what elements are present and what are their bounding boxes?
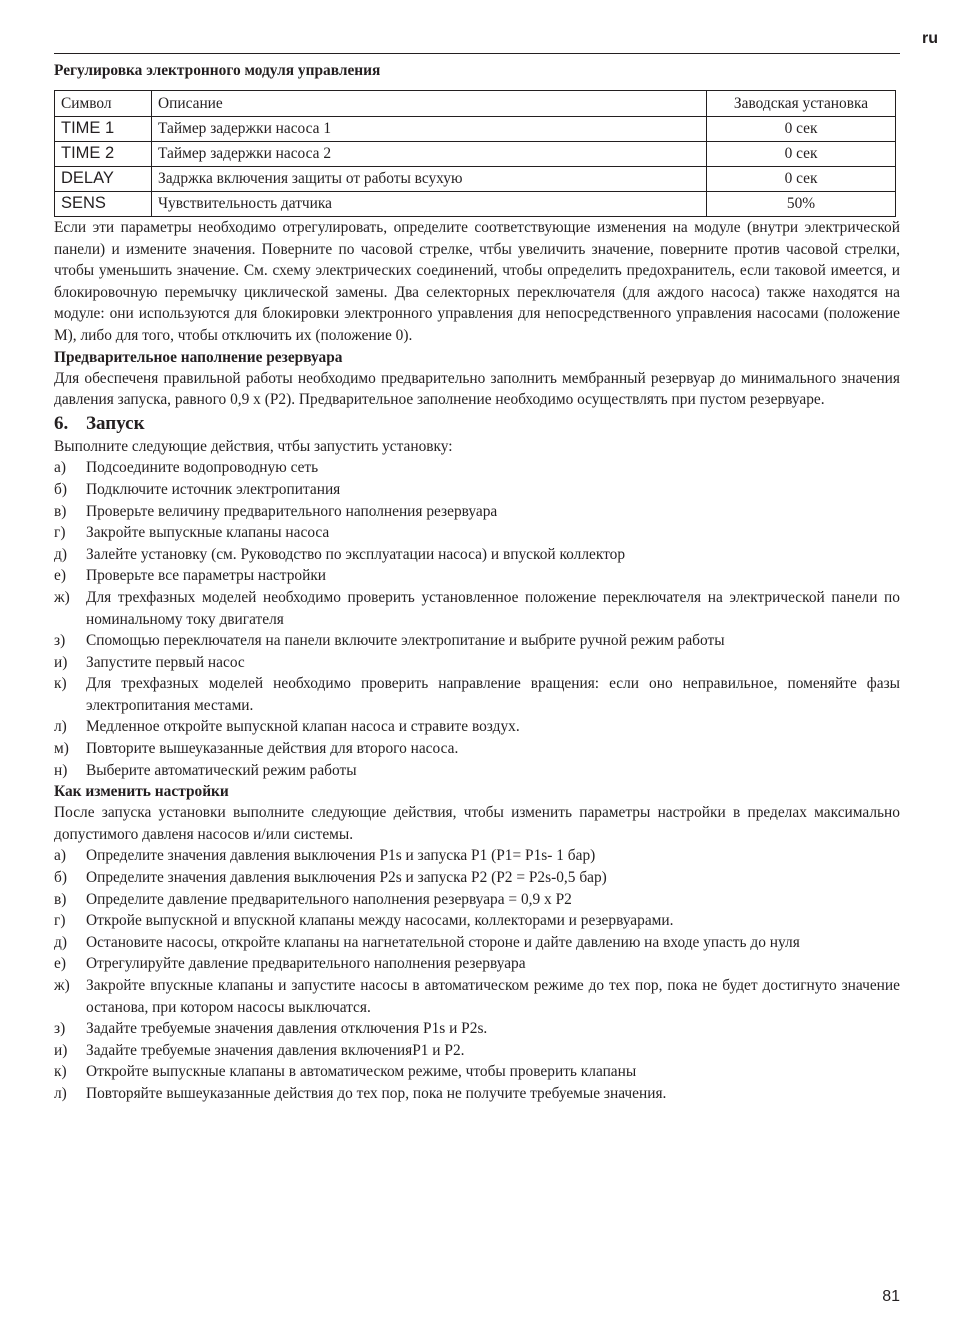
list-item (54, 501, 900, 523)
list-item (54, 716, 900, 738)
list-item (54, 522, 900, 544)
cell-factory-setting: 50% (707, 192, 896, 217)
list-marker: б) (54, 480, 67, 498)
list-marker: г) (54, 912, 66, 930)
list-item-text: Для трехфазных моделей необходимо проверить установленное положение переключателя на электрической панели по номинальному току двигателя (86, 588, 900, 628)
page-number: 81 (882, 1288, 900, 1305)
cell-symbol: TIME 1 (55, 117, 152, 142)
list-item-text: Проверьте все параметры настройки (86, 567, 327, 585)
list-marker: м) (54, 740, 69, 758)
cell-description: Таймер задержки насоса 1 (152, 117, 707, 142)
list-marker: л) (54, 718, 67, 736)
list-item (54, 544, 900, 566)
list-marker: к) (54, 1063, 67, 1081)
list-item-text: Закройте выпускные клапаны насоса (86, 524, 330, 542)
change-settings-heading: Как изменить настройки (54, 783, 229, 801)
startup-intro: Выполните следующие действия, чтбы запустить установку: (54, 437, 453, 455)
list-item-text: Определите давление предварительного наполнения резервуара = 0,9 x P2 (86, 890, 572, 908)
list-item-text: Подключите источник электропитания (86, 480, 341, 498)
list-item-text: Откройте выпускные клапаны в автоматическом режиме, чтобы проверить клапаны (86, 1063, 637, 1081)
column-header-symbol: Символ (55, 91, 152, 117)
list-item-text: Подсоедините водопроводную сеть (86, 459, 319, 477)
prefill-paragraph: Для обеспеченя правильной работы необходимо предварительно заполнить мембранный резервуар до минимального значения давления запуска, равного 0,9 x (P2). Предварительное заполнение необходимо осуществлять при пустом резервуаре. (54, 369, 900, 409)
list-item-text: Закройте впускные клапаны и запустите насосы в автоматическом режиме до тех пор, пока не будет достигнуто значение останова, при котором насосы выключатся. (86, 977, 900, 1016)
list-marker: и) (54, 1041, 68, 1059)
list-item-text: Повторите вышеуказанные действия для второго насоса. (86, 740, 459, 758)
list-item (54, 932, 900, 954)
list-item-text: Запустите первый насос (86, 653, 245, 671)
list-marker: ж) (54, 588, 70, 606)
list-item (54, 1083, 900, 1105)
cell-description: Задржка включения защиты от работы всухую (152, 167, 707, 192)
section-number: 6. (54, 412, 69, 434)
startup-steps-list (54, 457, 900, 781)
table-row (55, 192, 896, 217)
list-marker: н) (54, 761, 68, 779)
list-item-text: Определите значения давления выключения P1s и запуска P1 (P1= P1s- 1 бар) (86, 847, 596, 865)
list-item-text: Повторяйте вышеуказанные действия до тех пор, пока не получите требуемые значения. (86, 1084, 667, 1102)
list-item (54, 910, 900, 932)
list-item (54, 1018, 900, 1040)
module-adjustment-paragraph: Если эти параметры необходимо отрегулировать, определите соответствующие изменения на модуле (внутри электрической панели) и измените значения. Поверните по часовой стрелке, чтбы увеличить значение, поверните против часовой стрелки, чтобы уменьшить значение. См. схему электрических соединений, чтобы определить предохранитель, если таковой имеется, и блокировочную перемычку циклической замены. Два селекторных переключателя (для аждого насоса) также находятся на модуле: они используются для блокировки электронного управления для непосредственного управления насосами (положение M), либо для того, чтобы отключить их (положение 0). (54, 219, 900, 344)
list-item (54, 673, 900, 716)
list-item (54, 889, 900, 911)
list-marker: в) (54, 502, 67, 520)
list-item-text: Определите значения давления выключения P2s и запуска P2 (P2 = P2s-0,5 бар) (86, 869, 607, 887)
cell-description: Таймер задержки насоса 2 (152, 142, 707, 167)
list-item (54, 457, 900, 479)
list-marker: и) (54, 653, 68, 671)
list-marker: з) (54, 632, 66, 650)
list-marker: д) (54, 933, 67, 951)
list-item (54, 652, 900, 674)
list-marker: е) (54, 567, 66, 585)
settings-steps-list (54, 845, 900, 1104)
list-item-text: Откройе выпускной и впускной клапаны между насосами, коллекторами и резервуарами. (86, 912, 674, 930)
list-item (54, 587, 900, 630)
list-marker: е) (54, 955, 66, 973)
section-title: Запуск (86, 412, 145, 434)
list-item (54, 1040, 900, 1062)
column-header-description: Описание (152, 91, 707, 117)
list-marker: л) (54, 1084, 67, 1102)
table-row (55, 142, 896, 167)
language-code: ru (922, 30, 938, 47)
prefill-heading: Предварительное наполнение резервуара (54, 348, 343, 366)
list-item-text: Задайте требуемые значения давления отключения P1s и P2s. (86, 1020, 488, 1038)
list-marker: б) (54, 869, 67, 887)
table-row (55, 117, 896, 142)
cell-symbol: DELAY (55, 167, 152, 192)
list-item (54, 975, 900, 1018)
parameters-table (54, 90, 896, 217)
list-item-text: Задайте требуемые значения давления включенияP1 и P2. (86, 1041, 465, 1059)
list-marker: а) (54, 847, 66, 865)
list-item (54, 1061, 900, 1083)
list-item-text: Выберите автоматический режим работы (86, 761, 357, 779)
list-item (54, 630, 900, 652)
cell-description: Чувствительность датчика (152, 192, 707, 217)
list-item-text: Спомощью переключателя на панели включите электропитание и выбрите ручной режим работы (86, 632, 725, 650)
header-divider (54, 53, 900, 54)
list-marker: д) (54, 545, 67, 563)
list-marker: ж) (54, 977, 70, 994)
cell-factory-setting: 0 сек (707, 167, 896, 192)
cell-symbol: TIME 2 (55, 142, 152, 167)
list-item-text: Медленное откройте выпускной клапан насоса и стравите воздух. (86, 718, 520, 736)
list-item (54, 953, 900, 975)
change-settings-intro: После запуска установки выполните следующие действия, чтобы изменить параметры настройки в пределах максимально допустимого давленя насосов и/или системы. (54, 804, 900, 843)
cell-symbol: SENS (55, 192, 152, 217)
column-header-factory-setting: Заводская установка (707, 91, 896, 117)
list-item (54, 565, 900, 587)
list-marker: а) (54, 459, 66, 477)
page-content (54, 60, 900, 1105)
module-adjustment-heading: Регулировка электронного модуля управления (54, 62, 381, 79)
list-item (54, 479, 900, 501)
list-item (54, 760, 900, 782)
list-item-text: Остановите насосы, откройте клапаны на нагнетательной стороне и дайте давлению на входе упасть до нуля (86, 933, 800, 951)
list-item (54, 867, 900, 889)
list-item-text: Залейте установку (см. Руководство по эксплуатации насоса) и впуской коллектор (86, 545, 626, 563)
list-item-text: Отрегулируйте давление предварительного наполнения резервуара (86, 955, 526, 973)
table-header-row (55, 91, 896, 117)
list-marker: в) (54, 890, 67, 908)
table-row (55, 167, 896, 192)
list-marker: г) (54, 524, 66, 542)
list-marker: з) (54, 1020, 66, 1038)
list-marker: к) (54, 675, 67, 693)
list-item-text: Для трехфазных моделей необходимо проверить направление вращения: если оно неправильное, поменяйте фазы электропитания местами. (86, 675, 900, 714)
list-item (54, 845, 900, 867)
section-heading-startup (54, 411, 900, 436)
list-item (54, 738, 900, 760)
cell-factory-setting: 0 сек (707, 142, 896, 167)
list-item-text: Проверьте величину предварительного наполнения резервуара (86, 502, 498, 520)
cell-factory-setting: 0 сек (707, 117, 896, 142)
